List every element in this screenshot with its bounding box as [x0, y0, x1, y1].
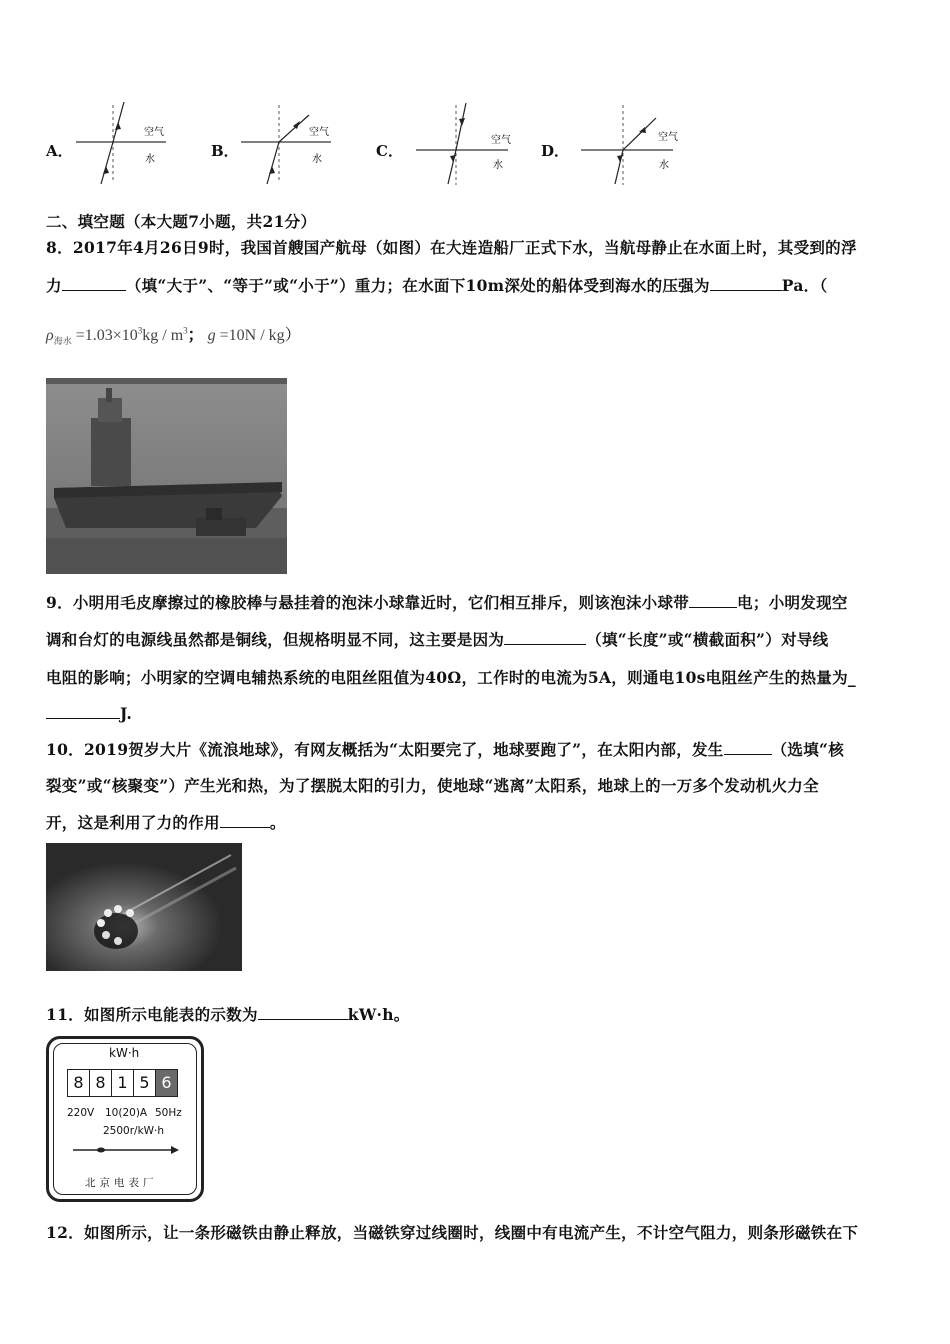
water-label-c: 水	[493, 160, 503, 171]
g-value: =10N / kg	[215, 327, 285, 344]
meter-digit: 5	[134, 1070, 156, 1096]
water-label-a: 水	[145, 154, 155, 165]
option-b	[211, 100, 381, 190]
q9-blank-2[interactable]	[504, 630, 586, 645]
q9-blank-3[interactable]	[46, 704, 120, 719]
water-label-d: 水	[659, 160, 669, 171]
q8-line2	[46, 274, 828, 296]
option-c	[376, 100, 546, 190]
rho-symbol: ρ	[46, 327, 54, 344]
meter-digit: 8	[68, 1070, 90, 1096]
meter-voltage: 220V	[67, 1107, 95, 1119]
meter-unit: kW·h	[109, 1046, 140, 1060]
q12-line1: 12．如图所示，让一条形磁铁由静止释放，当磁铁穿过线圈时，线圈中有电流产生，不计空气阻力，则条形磁铁在下	[46, 1223, 859, 1242]
q10-line2: 裂变”或“核聚变”）产生光和热，为了摆脱太阳的引力，使地球“逃离”太阳系，地球上的一万多个发动机火力全	[46, 776, 819, 795]
meter-maker: 北京电表厂	[85, 1177, 158, 1189]
q10-blank-2[interactable]	[220, 813, 270, 828]
air-label-a: 空气	[144, 127, 164, 138]
option-c-label: C．	[376, 142, 403, 160]
wandering-earth-photo	[46, 843, 242, 971]
q8-text-b: （填“大于”、“等于”或“小于”）重力；在水面下10m深处的船体受到海水的压强为	[125, 276, 710, 295]
meter-current: 10(20)A	[105, 1107, 148, 1119]
q10-line3	[46, 811, 286, 833]
rho-value: =1.03×10	[71, 327, 138, 344]
section-title: 二、填空题（本大题7小题，共21分）	[46, 212, 317, 231]
meter-digit-decimal: 6	[156, 1070, 177, 1096]
meter-disk-arrow-icon	[71, 1143, 181, 1157]
meter-digit: 1	[112, 1070, 134, 1096]
q9-line4	[46, 704, 132, 723]
meter-frequency: 50Hz	[155, 1107, 182, 1119]
formula-separator: ；	[187, 327, 204, 344]
q9-line2	[46, 628, 828, 650]
q11-blank[interactable]	[258, 1005, 348, 1020]
rho-unit-exponent: 3	[183, 325, 188, 336]
q10-text-d: 。	[269, 813, 286, 832]
meter-digits	[67, 1069, 178, 1097]
q9-line3: 电阻的影响；小明家的空调电辅热系统的电阻丝阻值为40Ω，工作时的电流为5A，则通电10s电阻丝产生的热量为_	[46, 668, 856, 687]
q11-line	[46, 1003, 410, 1025]
q10-text-a: 10．2019贺岁大片《流浪地球》，有网友概括为“太阳要完了，地球要跑了”，在太阳内部，发生	[46, 740, 724, 759]
q11-text-a: 11．如图所示电能表的示数为	[46, 1005, 258, 1024]
q9-text-b: 电；小明发现空	[737, 593, 848, 612]
q8-text-c: Pa．（	[781, 276, 828, 295]
refraction-diagram-d	[561, 100, 701, 190]
refraction-diagram-a	[66, 100, 206, 190]
q10-line1	[46, 738, 844, 760]
aircraft-carrier-photo	[46, 378, 287, 574]
meter-face	[53, 1043, 197, 1195]
q8-given-formula	[46, 322, 301, 347]
option-d-label: D．	[541, 142, 570, 160]
option-d	[541, 100, 711, 190]
rho-subscript: 海水	[53, 336, 72, 347]
q8-line1: 8．2017年4月26日9时，我国首艘国产航母（如图）在大连造船厂正式下水，当航母静止在水面上时，其受到的浮	[46, 238, 857, 257]
q9-blank-1[interactable]	[689, 593, 737, 608]
rho-exponent: 3	[137, 325, 143, 336]
q9-line1	[46, 591, 848, 613]
meter-rate: 2500r/kW·h	[103, 1125, 165, 1137]
q10-text-c: 开，这是利用了力的作用	[46, 813, 220, 832]
q11-text-b: kW·h。	[347, 1005, 410, 1024]
formula-close: ）	[284, 327, 301, 344]
option-a-label: A．	[46, 142, 73, 160]
q8-blank-2[interactable]	[710, 276, 782, 291]
q8-text-a: 力	[46, 276, 62, 295]
q9-text-c: 调和台灯的电源线虽然都是铜线，但规格明显不同，这主要是因为	[46, 630, 505, 649]
q9-text-e: J.	[120, 704, 133, 723]
meter-digit: 8	[90, 1070, 112, 1096]
option-a	[46, 100, 216, 190]
refraction-diagram-c	[396, 100, 536, 190]
electric-meter	[46, 1036, 204, 1202]
g-symbol: g	[207, 327, 216, 344]
refraction-diagram-b	[231, 100, 371, 190]
q9-text-d: （填“长度”或“横截面积”）对导线	[586, 630, 829, 649]
q10-text-b: （选填“核	[771, 740, 845, 759]
air-label-d: 空气	[658, 132, 678, 143]
q8-blank-1[interactable]	[62, 276, 126, 291]
option-b-label: B．	[211, 142, 239, 160]
q10-blank-1[interactable]	[724, 740, 772, 755]
air-label-c: 空气	[491, 135, 511, 146]
rho-unit: kg / m	[142, 327, 184, 344]
q9-text-a: 9．小明用毛皮摩擦过的橡胶棒与悬挂着的泡沫小球靠近时，它们相互排斥，则该泡沫小球带	[46, 593, 690, 612]
air-label-b: 空气	[309, 127, 329, 138]
water-label-b: 水	[312, 154, 322, 165]
